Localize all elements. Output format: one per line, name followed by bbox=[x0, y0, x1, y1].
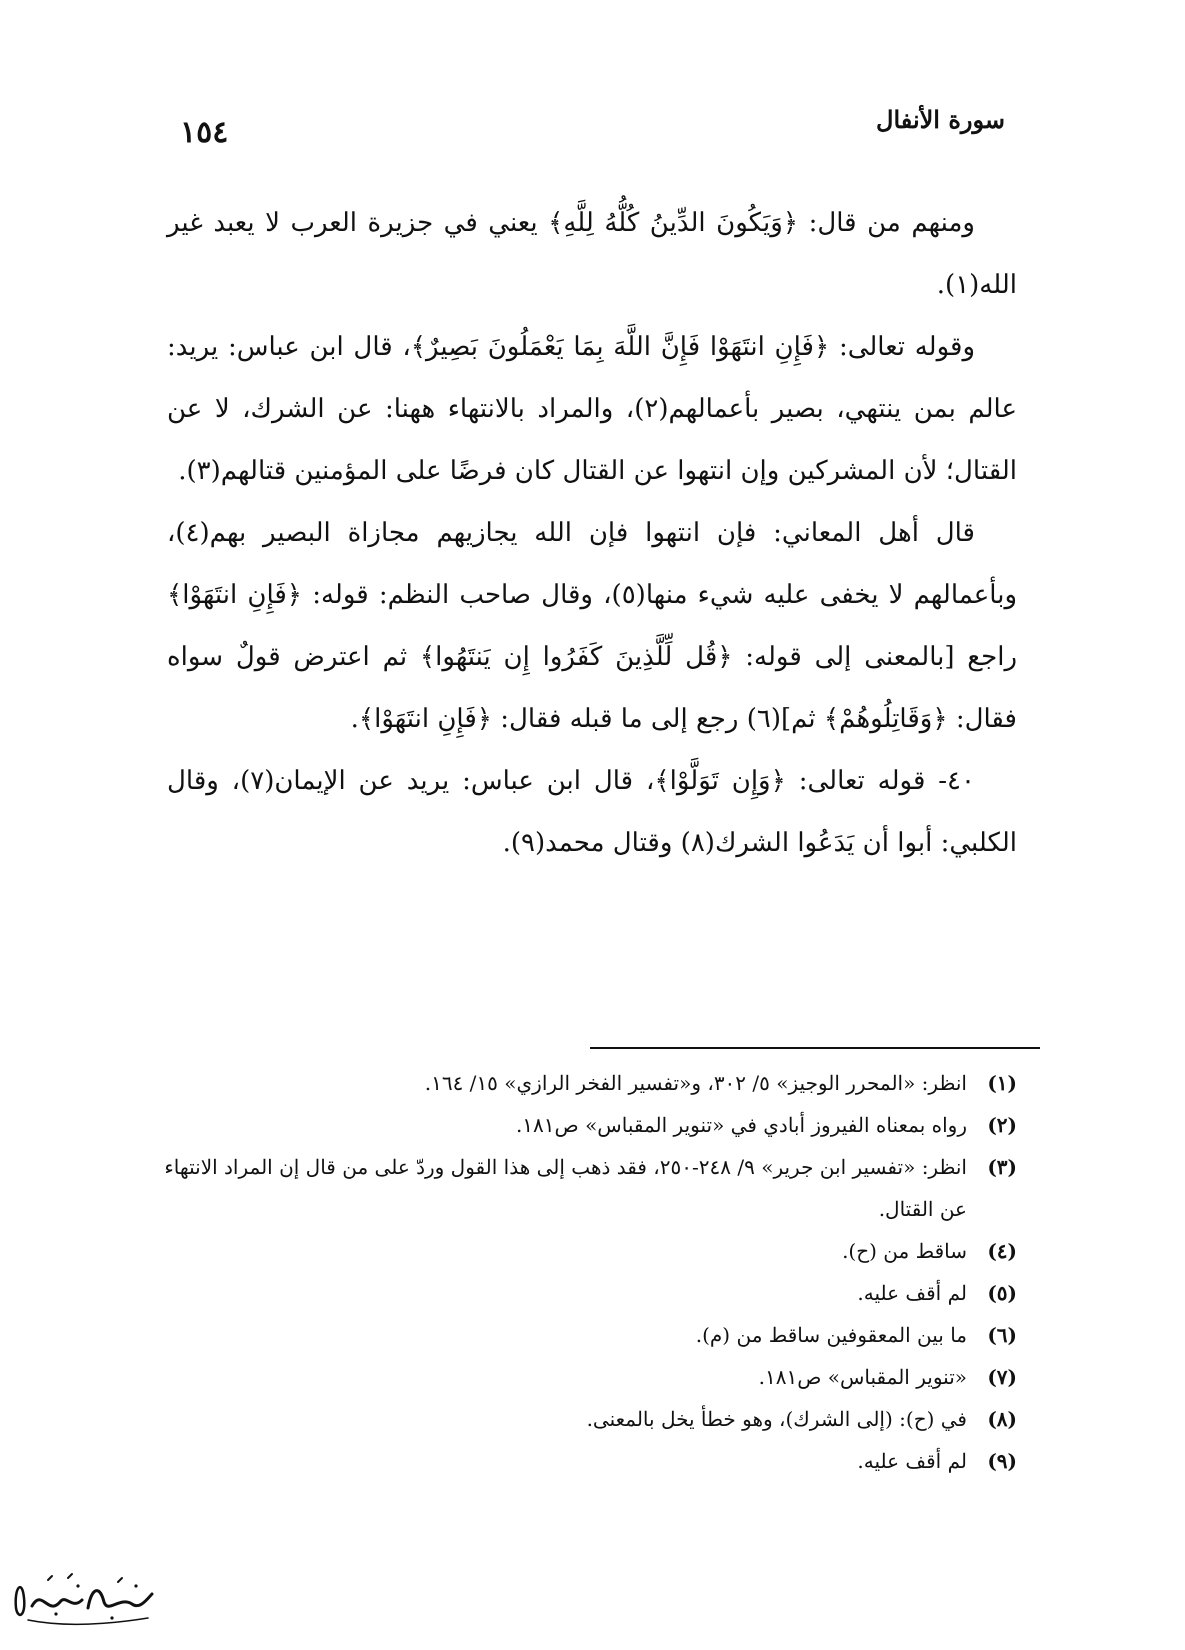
footnote-text: انظر: «المحرر الوجيز» ٥/ ٣٠٢، و«تفسير الفخر الرازي» ١٥/ ١٦٤. bbox=[424, 1071, 967, 1095]
footnote-number: (١) bbox=[987, 1071, 1017, 1095]
footnotes bbox=[162, 1062, 1017, 1482]
footnote-text: ما بين المعقوفين ساقط من (م). bbox=[695, 1323, 967, 1347]
footnote-text: ساقط من (ح). bbox=[842, 1239, 967, 1263]
footnote-1 bbox=[162, 1062, 1017, 1104]
footnote-3 bbox=[162, 1146, 1017, 1230]
calligraphy-logo-icon bbox=[8, 1568, 158, 1638]
footnote-text: انظر: «تفسير ابن جرير» ٩/ ٢٤٨-٢٥٠، فقد ذهب إلى هذا القول وردّ على من قال إن المراد الانتهاء عن القتال. bbox=[164, 1155, 967, 1221]
page-number: ١٥٤ bbox=[180, 115, 229, 150]
footnote-number: (٩) bbox=[987, 1449, 1017, 1473]
footnote-2 bbox=[162, 1104, 1017, 1146]
footnote-9 bbox=[162, 1440, 1017, 1482]
paragraph-2: وقوله تعالى: ﴿فَإِنِ انتَهَوْا فَإِنَّ اللَّهَ بِمَا يَعْمَلُونَ بَصِيرٌ﴾، قال ابن عباس: يريد: عالم بمن ينتهي، بصير بأعمالهم(٢)، والمراد بالانتهاء ههنا: عن الشرك، لا عن القتال؛ لأن المشركين وإن انتهوا عن القتال كان فرضًا على المؤمنين قتالهم(٣). bbox=[167, 332, 1017, 486]
footnote-text: في (ح): (إلى الشرك)، وهو خطأ يخل بالمعنى. bbox=[586, 1407, 967, 1431]
footnote-number: (٧) bbox=[987, 1365, 1017, 1389]
footnote-number: (٨) bbox=[987, 1407, 1017, 1431]
footnote-5 bbox=[162, 1272, 1017, 1314]
footnote-number: (٤) bbox=[987, 1239, 1017, 1263]
footnote-7 bbox=[162, 1356, 1017, 1398]
footnote-6 bbox=[162, 1314, 1017, 1356]
footnote-divider bbox=[590, 1047, 1040, 1049]
footnote-text: رواه بمعناه الفيروز أبادي في «تنوير المقباس» ص١٨١. bbox=[515, 1113, 967, 1137]
footnote-number: (٣) bbox=[987, 1155, 1017, 1179]
footnote-4 bbox=[162, 1230, 1017, 1272]
footnote-text: لم أقف عليه. bbox=[857, 1449, 967, 1473]
running-header bbox=[150, 95, 1005, 155]
paragraph-4: ٤٠- قوله تعالى: ﴿وَإِن تَوَلَّوْا﴾، قال ابن عباس: يريد عن الإيمان(٧)، وقال الكلبي: أبوا أن يَدَعُوا الشرك(٨) وقتال محمد(٩). bbox=[167, 766, 1017, 858]
footnote-8 bbox=[162, 1398, 1017, 1440]
footnote-number: (٦) bbox=[987, 1323, 1017, 1347]
paragraph-3: قال أهل المعاني: فإن انتهوا فإن الله يجازيهم مجازاة البصير بهم(٤)، وبأعمالهم لا يخفى عليه شيء منها(٥)، وقال صاحب النظم: قوله: ﴿فَإِنِ انتَهَوْا﴾ راجع [بالمعنى إلى قوله: ﴿قُل لِّلَّذِينَ كَفَرُوا إِن يَنتَهُوا﴾ ثم اعترض قولٌ سواه فقال: ﴿وَقَاتِلُوهُمْ﴾ ثم](٦) رجع إلى ما قبله فقال: ﴿فَإِنِ انتَهَوْا﴾. bbox=[167, 518, 1018, 734]
paragraph-1: ومنهم من قال: ﴿وَيَكُونَ الدِّينُ كُلُّهُ لِلَّهِ﴾ يعني في جزيرة العرب لا يعبد غير الله(١). bbox=[167, 208, 1017, 300]
main-text bbox=[167, 192, 1017, 874]
footnote-text: لم أقف عليه. bbox=[857, 1281, 967, 1305]
footnote-number: (٢) bbox=[987, 1113, 1017, 1137]
footnote-number: (٥) bbox=[987, 1281, 1017, 1305]
footnote-text: «تنوير المقباس» ص١٨١. bbox=[758, 1365, 967, 1389]
header-title: سورة الأنفال bbox=[876, 105, 1005, 134]
